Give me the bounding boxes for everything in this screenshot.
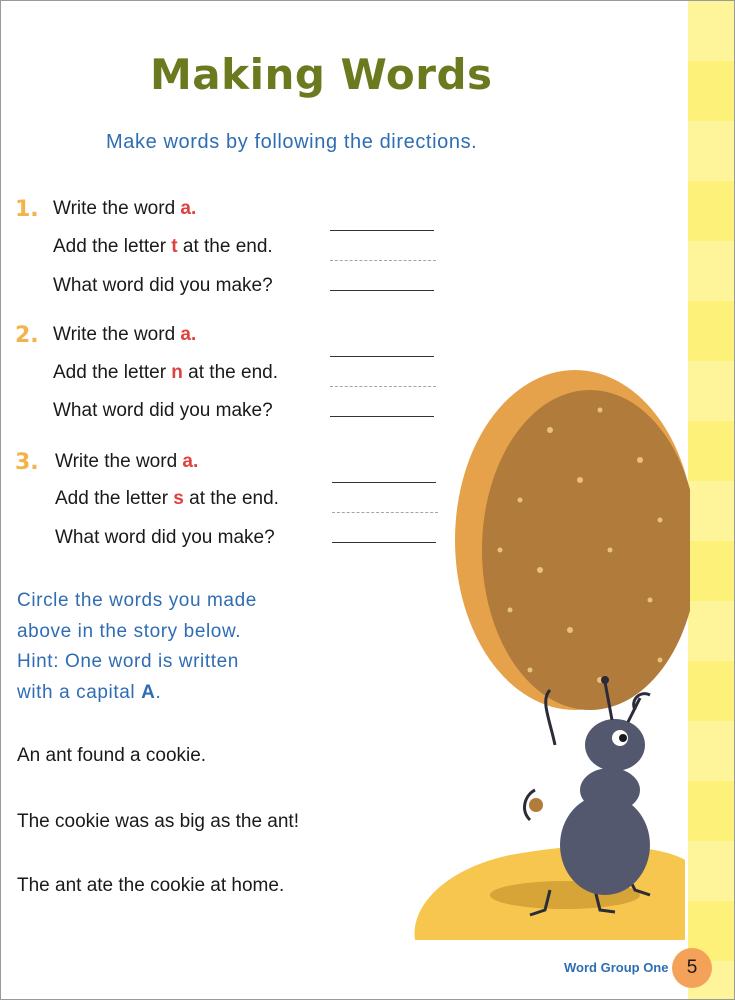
add-instruction: Add the letter n at the end.: [53, 362, 278, 383]
question-prompt: What word did you make?: [53, 275, 273, 296]
write-instruction: Write the word a.: [53, 324, 197, 345]
question-prompt: What word did you make?: [53, 400, 273, 421]
question-number: 2.: [15, 323, 39, 348]
cookie-crumb-held: [529, 798, 543, 812]
answer-guide-line: [330, 260, 436, 261]
question-number: 3.: [15, 450, 39, 475]
page-subtitle: Make words by following the directions.: [106, 131, 478, 153]
story-line-1: An ant found a cookie.: [17, 745, 207, 766]
ant-thorax: [580, 768, 640, 812]
story-line-3: The ant ate the cookie at home.: [17, 875, 285, 896]
story-line-2: The cookie was as big as the ant!: [17, 811, 299, 832]
question-prompt: What word did you make?: [55, 527, 275, 548]
circle-instructions: Circle the words you made above in the story below. Hint: One word is written with a capital A.: [17, 590, 257, 703]
page-title: Making Words: [150, 50, 493, 99]
page-number: 5: [672, 948, 712, 988]
side-strip: [688, 1, 734, 999]
write-instruction: Write the word a.: [53, 198, 197, 219]
question-number: 1.: [15, 197, 39, 222]
write-instruction: Write the word a.: [55, 451, 199, 472]
answer-line[interactable]: [330, 230, 434, 231]
footer-label: Word Group One: [564, 960, 669, 975]
add-instruction: Add the letter t at the end.: [53, 236, 273, 257]
ant-cookie-illustration: [400, 350, 690, 950]
add-instruction: Add the letter s at the end.: [55, 488, 279, 509]
ant-head: [585, 719, 645, 771]
answer-line[interactable]: [330, 290, 434, 291]
